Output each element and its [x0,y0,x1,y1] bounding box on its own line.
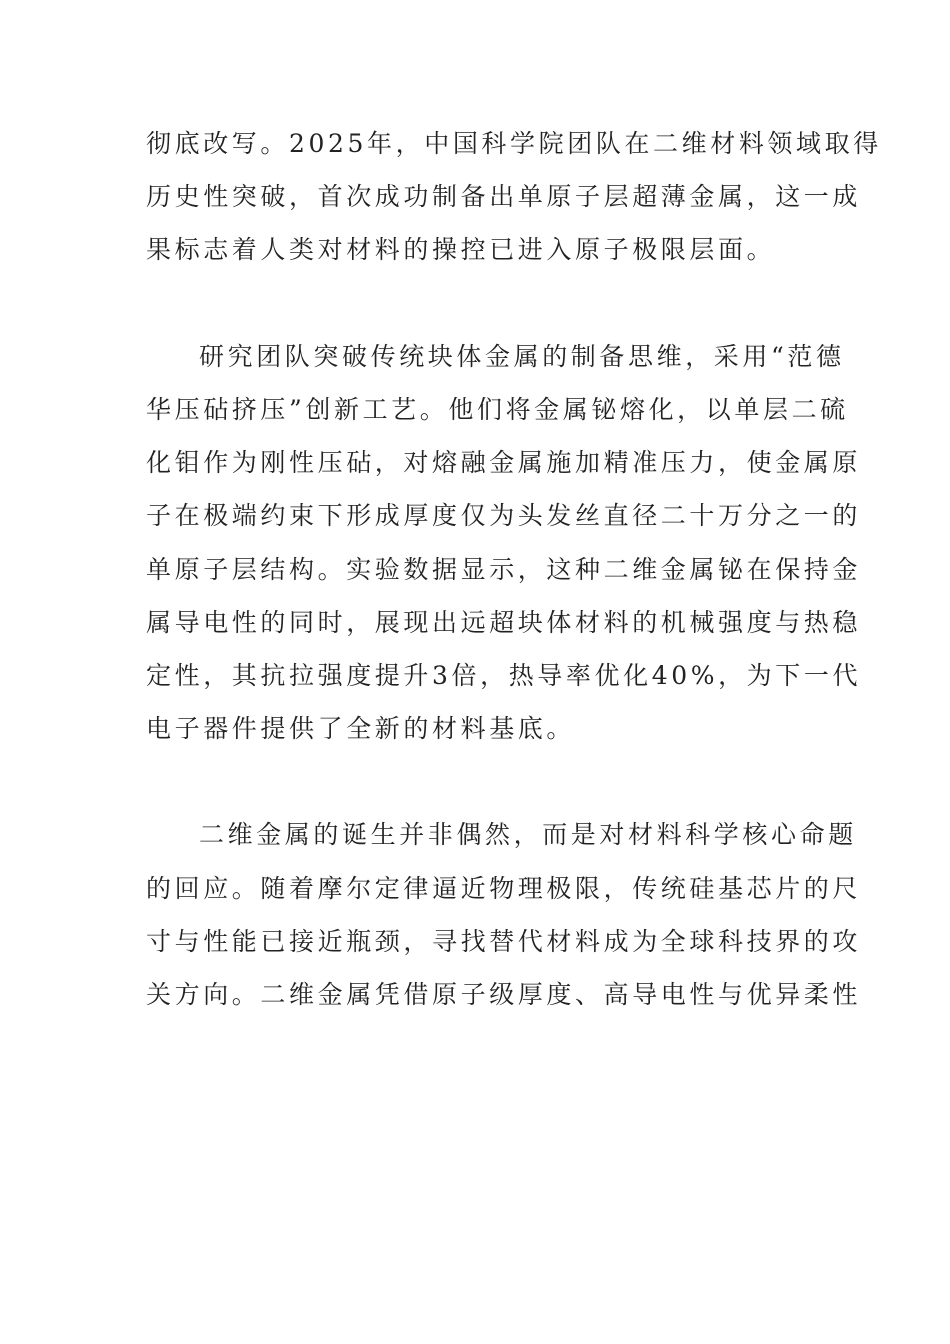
text-line: 化钼作为刚性压砧，对熔融金属施加精准压力，使金属原 [146,448,862,478]
text-line: 关方向。二维金属凭借原子级厚度、高导电性与优异柔性 [146,980,862,1009]
text-line: 研究团队突破传统块体金属的制备思维，采用“范德 [199,341,845,371]
text-line: 电子器件提供了全新的材料基底。 [146,714,576,744]
text-line: 彻底改写。2025年，中国科学院团队在二维材料领域取得 [146,129,882,158]
paragraph-spacing [146,277,806,330]
text-line: 单原子层结构。实验数据显示，这种二维金属铋在保持金 [146,554,862,584]
paragraph-spacing [146,755,806,808]
text-line: 的回应。随着摩尔定律逼近物理极限，传统硅基芯片的尺 [146,873,862,903]
paragraph-2 [146,330,862,756]
body-text [146,117,882,1021]
text-line: 历史性突破，首次成功制备出单原子层超薄金属，这一成 [146,182,862,212]
text-line: 定性，其抗拉强度提升3倍，热导率优化40%，为下一代 [146,660,862,690]
text-line: 二维金属的诞生并非偶然，而是对材料科学核心命题 [199,820,857,850]
text-line: 果标志着人类对材料的操控已进入原子极限层面。 [146,235,776,265]
text-line: 华压砧挤压”创新工艺。他们将金属铋熔化，以单层二硫 [146,394,849,424]
text-line: 寸与性能已接近瓶颈，寻找替代材料成为全球科技界的攻 [146,926,862,956]
paragraph-1 [146,117,882,277]
text-line: 子在极端约束下形成厚度仅为头发丝直径二十万分之一的 [146,501,862,531]
paragraph-3 [146,808,862,1021]
text-line: 属导电性的同时，展现出远超块体材料的机械强度与热稳 [146,607,862,637]
